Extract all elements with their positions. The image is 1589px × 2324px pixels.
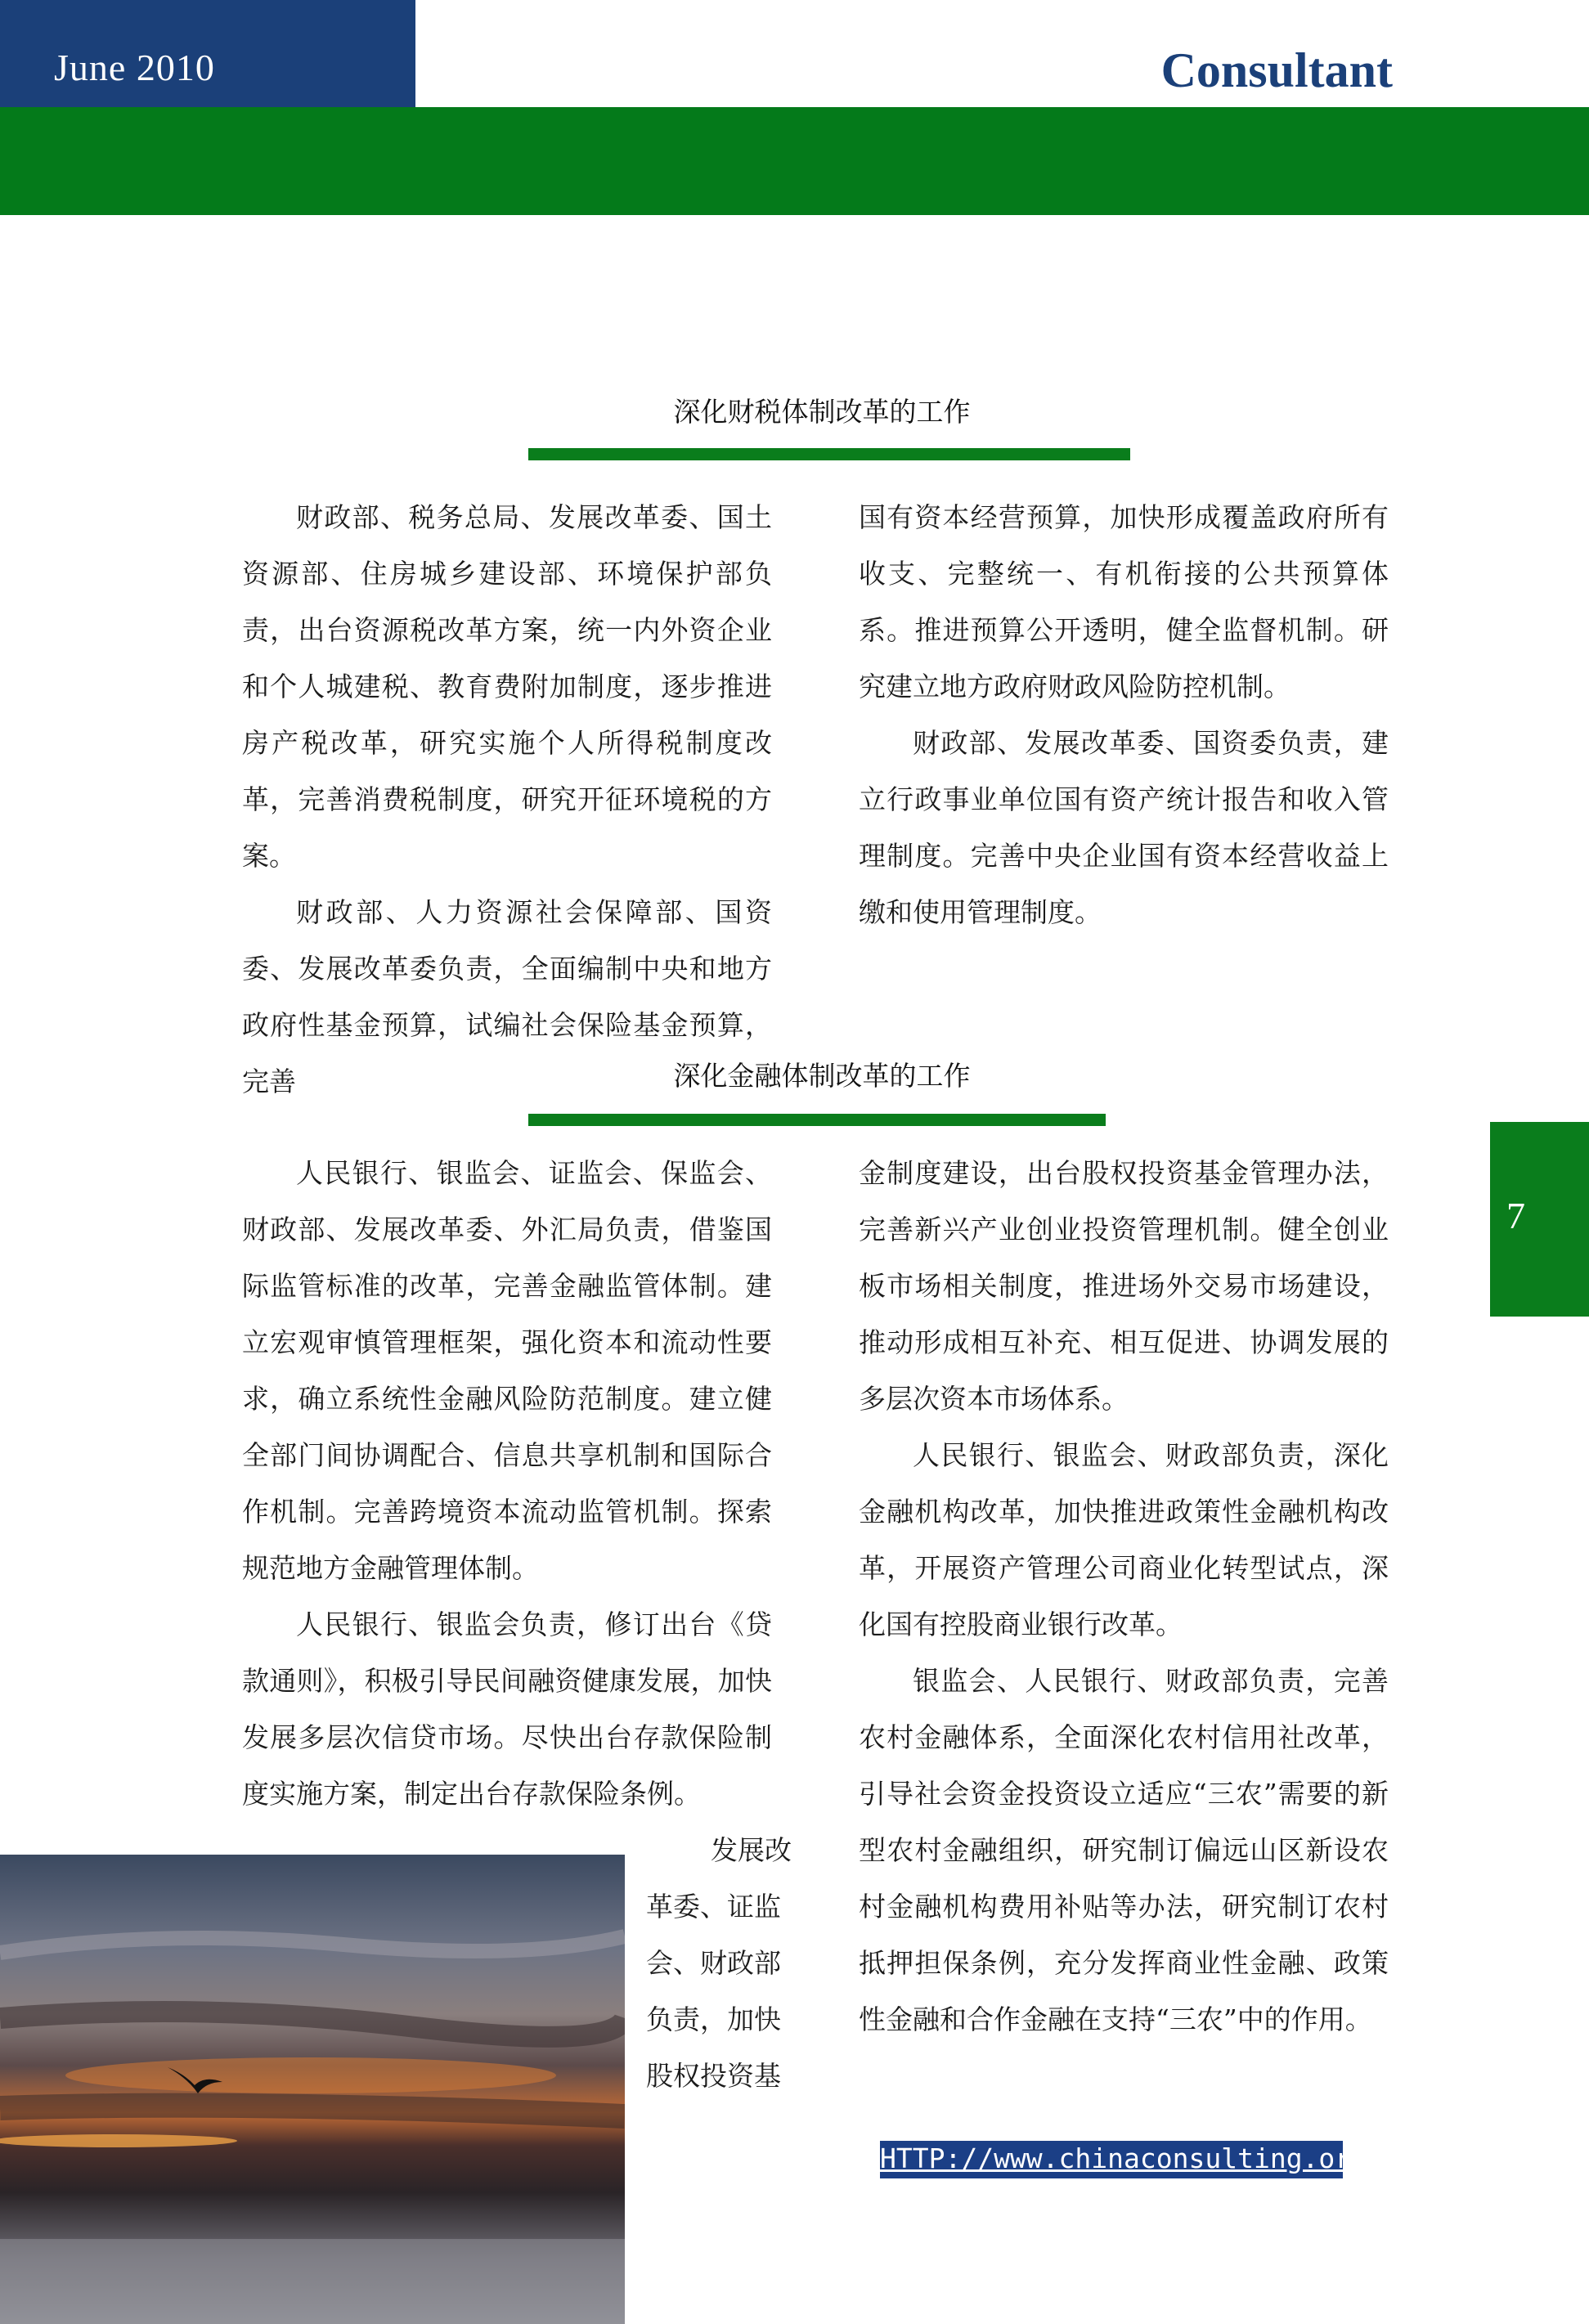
issue-date: June 2010 — [54, 47, 215, 88]
section-bar-fiscal — [528, 448, 1130, 460]
header-green-band — [0, 107, 1589, 215]
sunset-seagull-photo — [0, 1855, 625, 2324]
photo-wrap-text — [646, 1822, 792, 2104]
paragraph: 财政部、人力资源社会保障部、国资委、发展改革委负责，全面编制中央和地方政府性基金预算，试编社会保险基金预算，完善 — [242, 896, 772, 1097]
photo-text-line: 革委、证监 — [646, 1891, 781, 1922]
paragraph-continued: 国有资本经营预算，加快形成覆盖政府所有收支、完整统一、有机衔接的公共预算体系。推进预算公开透明，健全监督机制。研究建立地方政府财政风险防控机制。 — [859, 501, 1389, 702]
section2-right-column — [859, 1145, 1389, 2048]
page-number-tab — [1490, 1122, 1589, 1317]
paragraph: 财政部、发展改革委、国资委负责，建立行政事业单位国有资产统计报告和收入管理制度。完善中央企业国有资本经营收益上缴和使用管理制度。 — [859, 727, 1389, 928]
footer-url-link[interactable]: HTTP://www.chinaconsulting.org.cn — [880, 2142, 1416, 2174]
section-title-finance: 深化金融体制改革的工作 — [673, 1060, 971, 1092]
photo-text-line: 会、财政部 — [646, 1947, 781, 1979]
section1-left-column — [242, 489, 772, 1110]
section-title-fiscal: 深化财税体制改革的工作 — [673, 396, 971, 428]
section-bar-finance — [528, 1114, 1106, 1126]
paragraph: 财政部、税务总局、发展改革委、国土资源部、住房城乡建设部、环境保护部负责，出台资源税改革方案，统一内外资企业和个人城建税、教育费附加制度，逐步推进房产税改革，研究实施个人所得税制度改革，完善消费税制度，研究开征环境税的方案。 — [242, 501, 772, 872]
paragraph-continued: 金制度建设，出台股权投资基金管理办法，完善新兴产业创业投资管理机制。健全创业板市场相关制度，推进场外交易市场建设，推动形成相互补充、相互促进、协调发展的多层次资本市场体系。 — [859, 1157, 1389, 1415]
photo-text-line: 负责，加快 — [646, 2003, 781, 2035]
paragraph: 人民银行、银监会、证监会、保监会、财政部、发展改革委、外汇局负责，借鉴国际监管标准的改革，完善金融监管体制。建立宏观审慎管理框架，强化资本和流动性要求，确立系统性金融风险防范制度。建立健全部门间协调配合、信息共享机制和国际合作机制。完善跨境资本流动监管机制。探索规范地方金融管理体制。 — [242, 1157, 772, 1584]
paragraph: 人民银行、银监会、财政部负责，深化金融机构改革，加快推进政策性金融机构改革，开展资产管理公司商业化转型试点，深化国有控股商业银行改革。 — [859, 1439, 1389, 1640]
magazine-brand: Consultant — [1160, 43, 1393, 97]
photo-text-line: 股权投资基 — [646, 2060, 781, 2092]
section2-left-column — [242, 1145, 772, 1822]
page-number: 7 — [1506, 1195, 1525, 1236]
section1-right-column — [859, 489, 1389, 940]
paragraph: 人民银行、银监会负责，修订出台《贷款通则》，积极引导民间融资健康发展，加快发展多层次信贷市场。尽快出台存款保险制度实施方案，制定出台存款保险条例。 — [242, 1608, 772, 1810]
photo-text-line: 发展改 — [711, 1834, 792, 1866]
paragraph: 银监会、人民银行、财政部负责，完善农村金融体系，全面深化农村信用社改革，引导社会资金投资设立适应“三农”需要的新型农村金融组织，研究制订偏远山区新设农村金融机构费用补贴等办法，研究制订农村抵押担保条例，充分发挥商业性金融、政策性金融和合作金融在支持“三农”中的作用。 — [859, 1665, 1389, 2035]
seagull-icon — [164, 2059, 229, 2100]
